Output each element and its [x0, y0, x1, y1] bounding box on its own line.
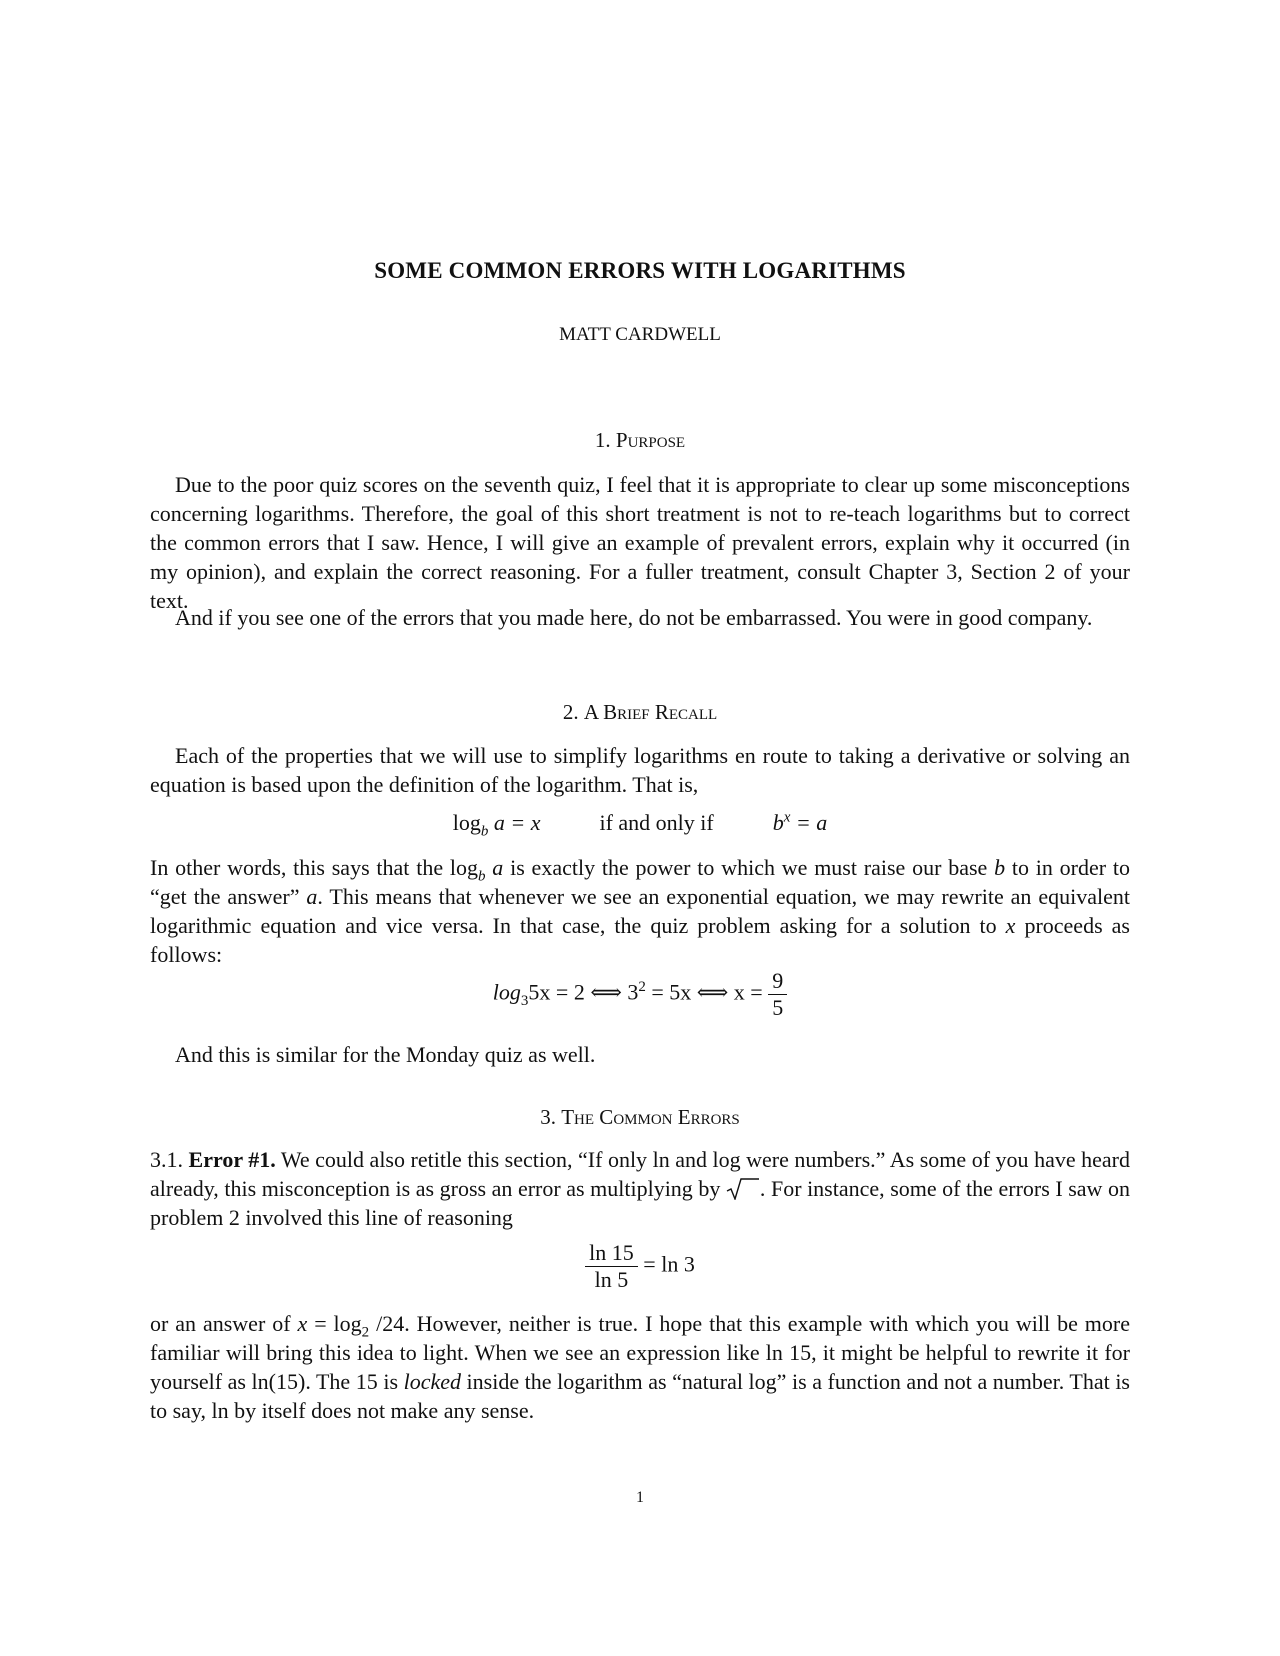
- fraction-ln15-ln5: $\frac{\ln 15}{\ln 5}$: [585, 1240, 638, 1293]
- recall-paragraph-3: And this is similar for the Monday quiz as well.: [175, 1042, 596, 1067]
- recall-paragraph-1: Each of the properties that we will use to simplify logarithms en route to taking a derivative or solving an equation is based upon the definition of the logarithm. That is,: [150, 743, 1130, 797]
- recall-paragraph-2: In other words, this says that the $\log_b a$ is exactly the power to which we must raise our base b to in order to “get the answer” a. This means that whenever we see an exponential equation, we may rewrite an equivalent logarithmic equation and vice versa. In that case, the quiz problem asking for a solution to x proceeds as follows:: [150, 855, 1131, 967]
- page-number: 1: [636, 1489, 644, 1506]
- quiz-solution-equation: $\log_35x = 2$ ⟺ $3^2 = 5x$ ⟺ x = $\frac{9}{5}$: [150, 968, 1130, 1021]
- fraction-nine-fifths: $\frac{9}{5}$: [768, 968, 787, 1021]
- section-heading-common-errors: 3. The Common Errors: [540, 1105, 740, 1129]
- document-page: [150, 0, 1130, 1656]
- square-root-symbol: [726, 1178, 760, 1200]
- definition-equation: $\log_b a = x$ if and only if $b^x = a$: [452, 809, 828, 840]
- section-heading-brief-recall: 2. A Brief Recall: [562, 700, 718, 724]
- purpose-paragraph-2: And if you see one of the errors that you made here, do not be embarrassed. You were in good company.: [175, 605, 1093, 630]
- ln-error-equation: $\frac{\ln 15}{\ln 5}$ = ln 3: [150, 1240, 1130, 1293]
- section-heading-purpose: 1. Purpose: [594, 428, 686, 452]
- error-1-paragraph-2: or an answer of $x = \log_2 /24$. However, neither is true. I hope that this example with which you will be more familiar will bring this idea to light. When we see an expression like ln 15, it might be helpful to rewrite it for yourself as ln(15). The 15 is locked inside the logarithm as “natural log” is a function and not a number. That is to say, ln by itself does not make any sense.: [150, 1311, 1130, 1423]
- error-1-paragraph: 3.1. Error #1. We could also retitle this section, “If only ln and log were numbers.” As some of you have heard already, this misconception is as gross an error as multiplying by . For instance, some of the errors I saw on problem 2 involved this line of reasoning: [150, 1147, 1130, 1230]
- error-1-title: Error #1.: [188, 1147, 276, 1172]
- paper-title: SOME COMMON ERRORS WITH LOGARITHMS: [374, 258, 906, 283]
- author: MATT CARDWELL: [559, 324, 721, 345]
- purpose-paragraph-1: Due to the poor quiz scores on the seventh quiz, I feel that it is appropriate to clear up some misconceptions concerning logarithms. Therefore, the goal of this short treatment is not to re-teach logarithms but to correct the common errors that I saw. Hence, I will give an example of prevalent errors, explain why it occurred (in my opinion), and explain the correct reasoning. For a fuller treatment, consult Chapter 3, Section 2 of your text.: [150, 472, 1130, 613]
